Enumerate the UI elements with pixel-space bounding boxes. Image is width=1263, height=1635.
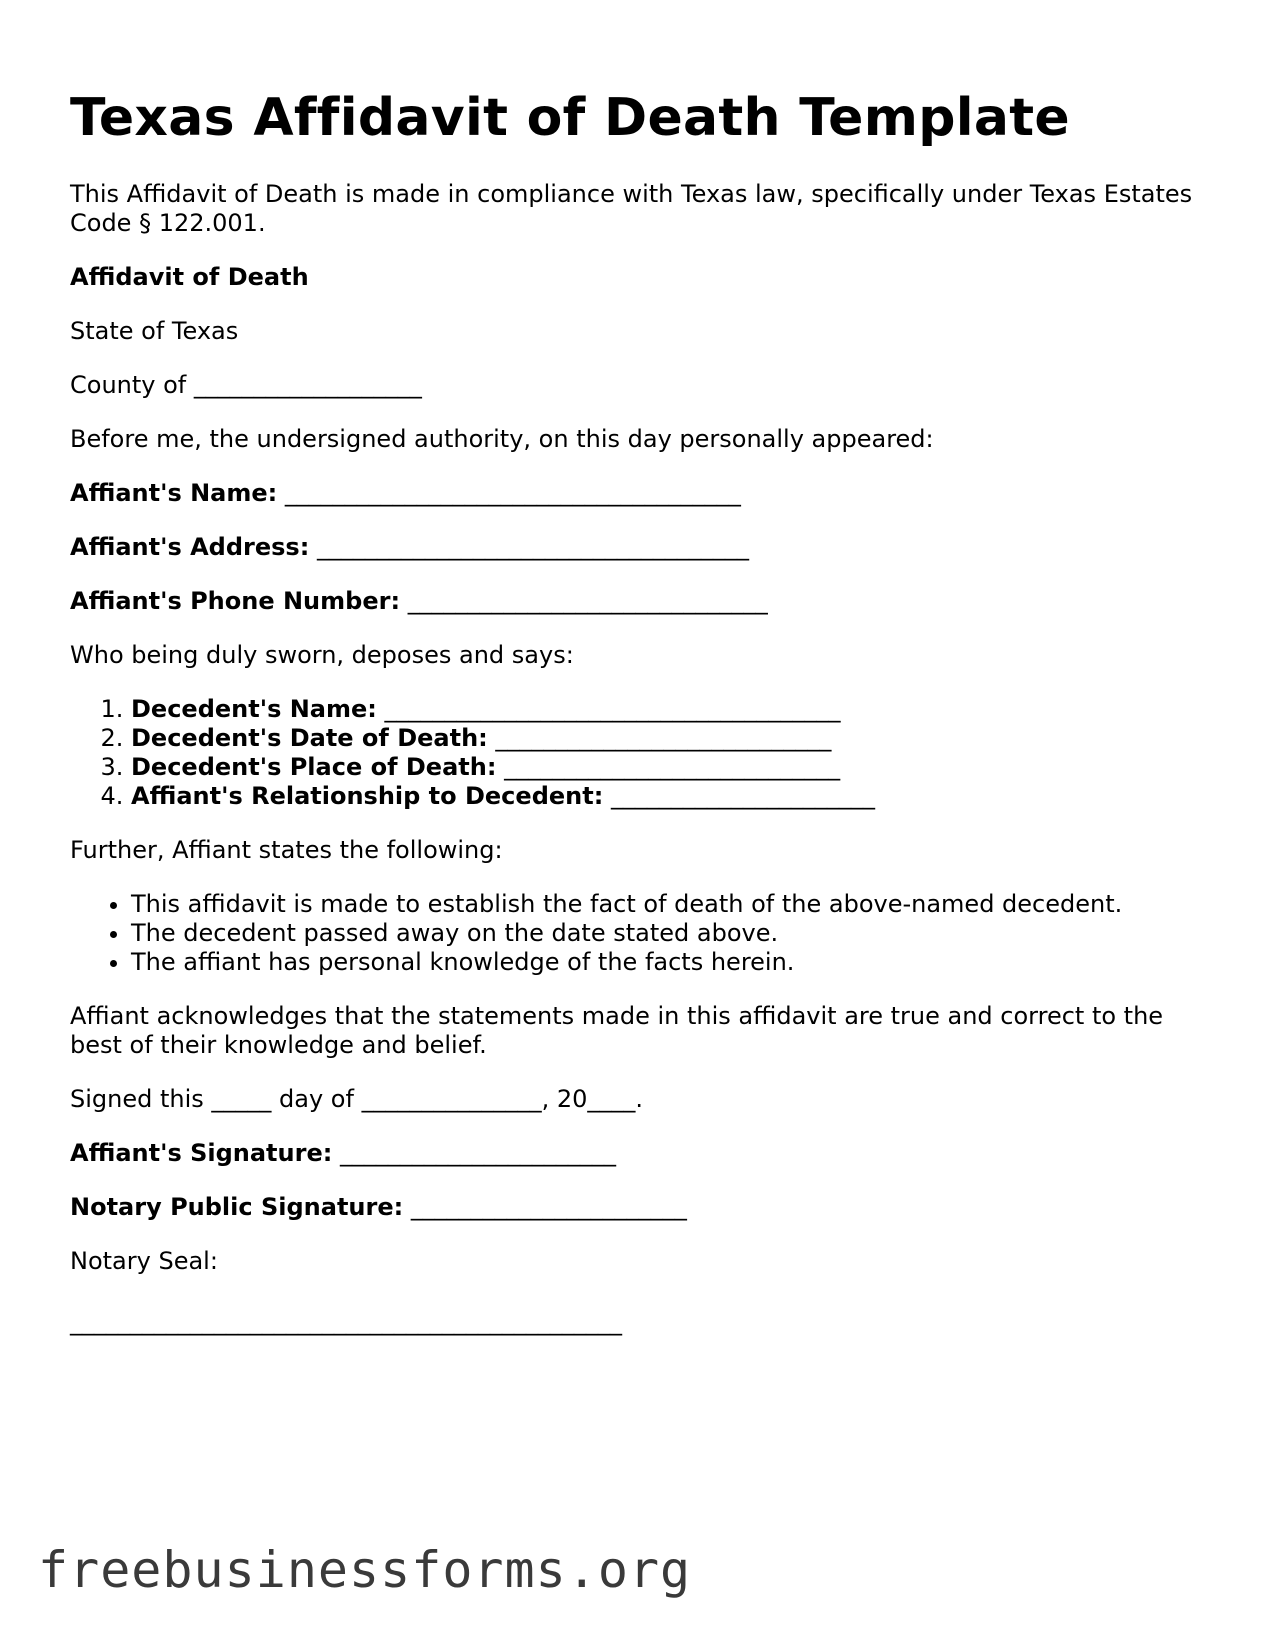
intro-paragraph: This Affidavit of Death is made in compliance with Texas law, specifically under Texas Estates Code § 122.001. <box>70 180 1193 237</box>
list-item <box>131 782 1220 811</box>
county-label: County of <box>70 371 187 399</box>
decedent-list <box>70 695 1220 811</box>
notary-seal-label: Notary Seal: <box>70 1247 218 1275</box>
signed-this-line[interactable]: Signed this _____ day of _______________, 20____. <box>70 1085 643 1113</box>
county-blank[interactable]: ___________________ <box>193 371 422 399</box>
affiant-address-label: Affiant's Address: <box>70 533 310 561</box>
relationship-blank[interactable]: ______________________ <box>610 782 875 810</box>
decedent-name-label: Decedent's Name: <box>131 695 377 723</box>
county-line <box>70 371 1220 400</box>
decedent-date-label: Decedent's Date of Death: <box>131 724 488 752</box>
statements-list <box>70 890 1220 977</box>
decedent-date-blank[interactable]: ____________________________ <box>495 724 832 752</box>
list-item: • The affiant has personal knowledge of the facts herein. <box>131 948 1220 977</box>
acknowledge-paragraph: Affiant acknowledges that the statements made in this affidavit are true and correct to the best of their knowledge and belief. <box>70 1002 1164 1059</box>
affiant-name-line <box>70 479 1220 508</box>
decedent-place-label: Decedent's Place of Death: <box>131 753 497 781</box>
list-item <box>131 753 1220 782</box>
affiant-phone-line <box>70 587 1220 616</box>
affiant-signature-line <box>70 1139 1220 1168</box>
before-me-paragraph: Before me, the undersigned authority, on this day personally appeared: <box>70 425 934 453</box>
affiant-name-label: Affiant's Name: <box>70 479 278 507</box>
notary-seal-blank[interactable]: ______________________________________________ <box>70 1308 622 1336</box>
list-item: • The decedent passed away on the date stated above. <box>131 919 1220 948</box>
affiant-address-blank[interactable]: ____________________________________ <box>316 533 749 561</box>
list-item <box>131 695 1220 724</box>
affiant-name-blank[interactable]: ______________________________________ <box>284 479 741 507</box>
watermark-text: freebusinessforms.org <box>38 1541 692 1599</box>
affiant-phone-blank[interactable]: ______________________________ <box>407 587 768 615</box>
further-paragraph: Further, Affiant states the following: <box>70 836 503 864</box>
relationship-label: Affiant's Relationship to Decedent: <box>131 782 604 810</box>
notary-signature-label: Notary Public Signature: <box>70 1193 404 1221</box>
affiant-signature-label: Affiant's Signature: <box>70 1139 333 1167</box>
list-item <box>131 724 1220 753</box>
affiant-phone-label: Affiant's Phone Number: <box>70 587 401 615</box>
list-item: • This affidavit is made to establish the fact of death of the above-named decedent. <box>131 890 1220 919</box>
state-line: State of Texas <box>70 317 239 345</box>
sworn-paragraph: Who being duly sworn, deposes and says: <box>70 641 574 669</box>
affiant-signature-blank[interactable]: _______________________ <box>339 1139 616 1167</box>
notary-signature-blank[interactable]: _______________________ <box>410 1193 687 1221</box>
document-page <box>70 82 1220 1337</box>
notary-signature-line <box>70 1193 1220 1222</box>
document-title: Texas Affidavit of Death Template <box>70 88 1070 148</box>
affiant-address-line <box>70 533 1220 562</box>
affidavit-heading: Affidavit of Death <box>70 263 309 291</box>
decedent-place-blank[interactable]: ____________________________ <box>504 753 841 781</box>
decedent-name-blank[interactable]: ______________________________________ <box>384 695 841 723</box>
